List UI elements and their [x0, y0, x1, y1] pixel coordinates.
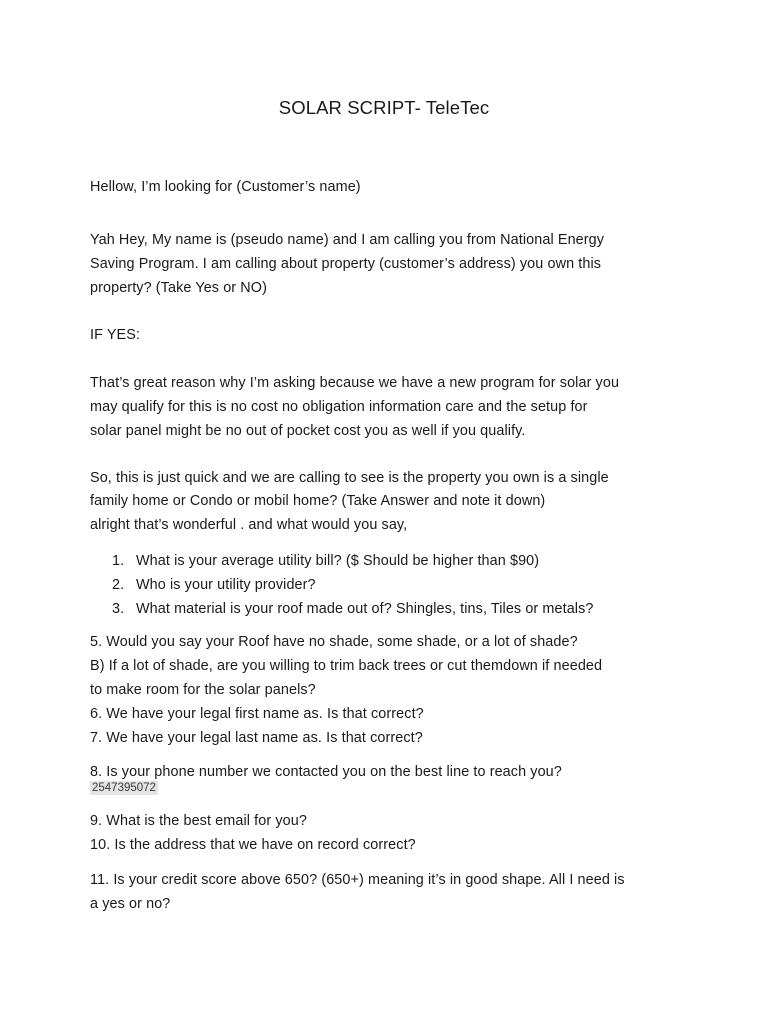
question-11-line-1: 11. Is your credit score above 650? (650+) meaning it’s in good shape. All I need is: [90, 872, 625, 888]
followup-line-3: alright that’s wonderful . and what would you say,: [90, 517, 408, 533]
document-title: SOLAR SCRIPT- TeleTec: [278, 97, 490, 118]
list-text: Who is your utility provider?: [136, 577, 316, 593]
greeting-line: Hellow, I’m looking for (Customer’s name): [90, 179, 361, 195]
question-5b-line-2: to make room for the solar panels?: [90, 682, 316, 698]
reason-line-3: solar panel might be no out of pocket cost you as well if you qualify.: [90, 423, 526, 439]
list-number: 1.: [112, 553, 125, 569]
if-yes-heading: IF YES:: [90, 327, 141, 343]
question-5b-line-1: B) If a lot of shade, are you willing to trim back trees or cut themdown if needed: [90, 658, 603, 674]
question-9: 9. What is the best email for you?: [90, 813, 307, 829]
question-11-line-2: a yes or no?: [90, 896, 171, 912]
list-text: What is your average utility bill? ($ Should be higher than $90): [136, 553, 540, 569]
list-text: What material is your roof made out of? Shingles, tins, Tiles or metals?: [136, 601, 594, 617]
followup-line-1: So, this is just quick and we are calling to see is the property you own is a single: [90, 470, 609, 486]
intro-line-1: Yah Hey, My name is (pseudo name) and I am calling you from National Energy: [90, 232, 605, 248]
reason-line-1: That’s great reason why I’m asking because we have a new program for solar you: [90, 375, 620, 391]
question-10: 10. Is the address that we have on record correct?: [90, 837, 416, 853]
question-6: 6. We have your legal first name as. Is that correct?: [90, 706, 424, 722]
question-5: 5. Would you say your Roof have no shade, some shade, or a lot of shade?: [90, 634, 578, 650]
intro-line-2: Saving Program. I am calling about property (customer’s address) you own this: [90, 256, 602, 272]
question-8: 8. Is your phone number we contacted you on the best line to reach you?: [90, 764, 562, 780]
list-number: 2.: [112, 577, 125, 593]
intro-line-3: property? (Take Yes or NO): [90, 280, 267, 296]
list-number: 3.: [112, 601, 125, 617]
reason-line-2: may qualify for this is no cost no obligation information care and the setup for: [90, 399, 588, 415]
phone-number: 2547395072: [92, 782, 156, 794]
followup-line-2: family home or Condo or mobil home? (Take Answer and note it down): [90, 493, 546, 509]
question-7: 7. We have your legal last name as. Is that correct?: [90, 730, 423, 746]
